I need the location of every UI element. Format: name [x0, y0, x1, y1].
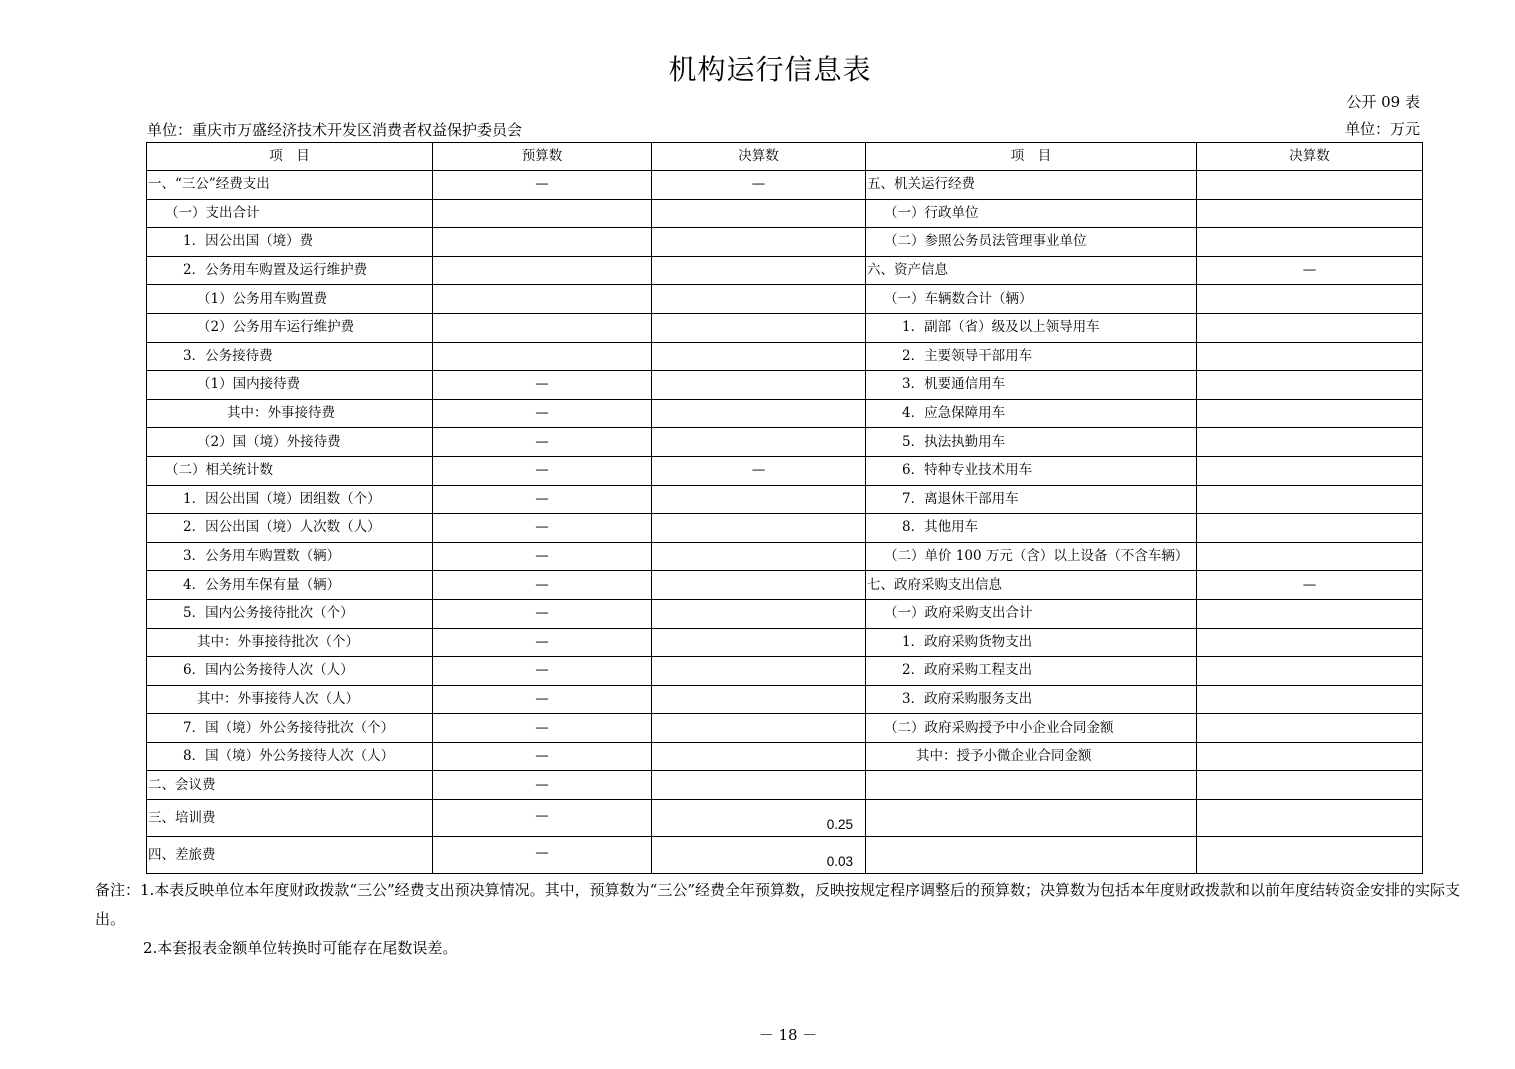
row-budget-value: — — [433, 628, 652, 657]
row-final-value: 0.03 — [652, 837, 866, 874]
row-budget-value: — — [433, 800, 652, 837]
row-final-right-value — [1197, 742, 1423, 771]
row-final-value — [652, 228, 866, 257]
row-item-right: 1．副部（省）级及以上领导用车 — [866, 313, 1197, 342]
row-budget-value: — — [433, 685, 652, 714]
row-final-right-value — [1197, 371, 1423, 400]
row-budget-value: — — [433, 571, 652, 600]
table-row — [147, 371, 1423, 400]
row-final-right-value — [1197, 837, 1423, 874]
row-final-value — [652, 571, 866, 600]
row-final-value — [652, 542, 866, 571]
table-row — [147, 313, 1423, 342]
row-item-left: 2．因公出国（境）人次数（人） — [147, 514, 433, 543]
row-item-right: 4．应急保障用车 — [866, 399, 1197, 428]
row-final-value — [652, 485, 866, 514]
row-item-left: （2）国（境）外接待费 — [147, 428, 433, 457]
row-final-value — [652, 685, 866, 714]
row-item-left: 一、“三公”经费支出 — [147, 171, 433, 200]
row-budget-value — [433, 228, 652, 257]
row-final-right-value — [1197, 456, 1423, 485]
row-budget-value: — — [433, 771, 652, 800]
row-final-value: 0.25 — [652, 800, 866, 837]
table-row — [147, 199, 1423, 228]
page-number: － 18 － — [758, 1026, 818, 1044]
institution-operation-table — [146, 142, 1423, 874]
row-final-right-value — [1197, 514, 1423, 543]
header-final-left: 决算数 — [652, 143, 866, 171]
row-item-right: （二）参照公务员法管理事业单位 — [866, 228, 1197, 257]
row-item-right: （一）行政单位 — [866, 199, 1197, 228]
row-final-right-value — [1197, 171, 1423, 200]
row-final-right-value — [1197, 228, 1423, 257]
row-final-right-value — [1197, 485, 1423, 514]
table-row — [147, 742, 1423, 771]
row-final-value — [652, 628, 866, 657]
row-budget-value: — — [433, 599, 652, 628]
row-item-right: 3．机要通信用车 — [866, 371, 1197, 400]
row-item-left: 其中：外事接待费 — [147, 399, 433, 428]
row-final-right-value — [1197, 714, 1423, 743]
row-item-right: 7．离退休干部用车 — [866, 485, 1197, 514]
row-item-left: 其中：外事接待批次（个） — [147, 628, 433, 657]
table-row — [147, 514, 1423, 543]
row-final-right-value: — — [1197, 256, 1423, 285]
row-final-right-value — [1197, 657, 1423, 686]
row-final-value — [652, 742, 866, 771]
row-final-right-value — [1197, 542, 1423, 571]
row-budget-value: — — [433, 399, 652, 428]
row-item-right: （二）政府采购授予中小企业合同金额 — [866, 714, 1197, 743]
table-row — [147, 771, 1423, 800]
row-item-right: 七、政府采购支出信息 — [866, 571, 1197, 600]
row-budget-value: — — [433, 742, 652, 771]
reporting-unit: 单位：重庆市万盛经济技术开发区消费者权益保护委员会 — [147, 121, 523, 139]
row-item-right: （二）单价 100 万元（含）以上设备（不含车辆） — [866, 542, 1197, 571]
row-item-left: 6．国内公务接待人次（人） — [147, 657, 433, 686]
row-final-value — [652, 599, 866, 628]
row-budget-value: — — [433, 171, 652, 200]
row-item-left: 4．公务用车保有量（辆） — [147, 571, 433, 600]
row-item-right: 2．政府采购工程支出 — [866, 657, 1197, 686]
row-item-right: （一）车辆数合计（辆） — [866, 285, 1197, 314]
table-row — [147, 285, 1423, 314]
table-row — [147, 399, 1423, 428]
row-final-value — [652, 428, 866, 457]
row-final-value — [652, 514, 866, 543]
row-item-right — [866, 771, 1197, 800]
row-budget-value: — — [433, 542, 652, 571]
row-budget-value: — — [433, 714, 652, 743]
row-item-left: （二）相关统计数 — [147, 456, 433, 485]
row-final-right-value — [1197, 313, 1423, 342]
table-row — [147, 685, 1423, 714]
row-final-right-value — [1197, 428, 1423, 457]
currency-unit: 单位：万元 — [1344, 120, 1420, 138]
row-final-value: — — [652, 456, 866, 485]
row-budget-value — [433, 285, 652, 314]
row-item-right: 其中：授予小微企业合同金额 — [866, 742, 1197, 771]
row-final-value — [652, 285, 866, 314]
row-final-value — [652, 657, 866, 686]
table-row — [147, 599, 1423, 628]
row-item-left: （1）国内接待费 — [147, 371, 433, 400]
row-item-left: 5．国内公务接待批次（个） — [147, 599, 433, 628]
row-final-value — [652, 399, 866, 428]
row-item-left: 7．国（境）外公务接待批次（个） — [147, 714, 433, 743]
row-item-left: 二、会议费 — [147, 771, 433, 800]
form-number: 公开 09 表 — [1346, 93, 1420, 111]
row-final-right-value — [1197, 199, 1423, 228]
row-item-right: 3．政府采购服务支出 — [866, 685, 1197, 714]
row-item-left: 2．公务用车购置及运行维护费 — [147, 256, 433, 285]
row-final-right-value — [1197, 285, 1423, 314]
row-item-left: （1）公务用车购置费 — [147, 285, 433, 314]
page-title: 机构运行信息表 — [668, 53, 872, 86]
table-row — [147, 800, 1423, 837]
row-final-right-value — [1197, 342, 1423, 371]
row-final-value — [652, 342, 866, 371]
table-row — [147, 171, 1423, 200]
row-item-left: 8．国（境）外公务接待人次（人） — [147, 742, 433, 771]
row-budget-value: — — [433, 371, 652, 400]
row-item-left: 三、培训费 — [147, 800, 433, 837]
table-row — [147, 837, 1423, 874]
row-final-value — [652, 199, 866, 228]
table-row — [147, 571, 1423, 600]
row-item-right: 六、资产信息 — [866, 256, 1197, 285]
row-item-left: 四、差旅费 — [147, 837, 433, 874]
table-header-row — [147, 143, 1423, 171]
row-budget-value: — — [433, 428, 652, 457]
note-line-1: 备注：1.本表反映单位本年度财政拨款“三公”经费支出预决算情况。其中，预算数为“三公”经费全年预算数，反映按规定程序调整后的预算数；决算数为包括本年度财政拨款和以前年度结转资金安排的实际支出。 — [95, 881, 1460, 928]
note-line-2: 2.本套报表金额单位转换时可能存在尾数误差。 — [143, 939, 458, 957]
row-budget-value — [433, 313, 652, 342]
table-row — [147, 628, 1423, 657]
row-final-right-value — [1197, 628, 1423, 657]
row-budget-value: — — [433, 456, 652, 485]
row-final-right-value — [1197, 399, 1423, 428]
row-item-right: （一）政府采购支出合计 — [866, 599, 1197, 628]
row-final-right-value — [1197, 771, 1423, 800]
row-final-value — [652, 771, 866, 800]
table-row — [147, 342, 1423, 371]
row-item-right: 2．主要领导干部用车 — [866, 342, 1197, 371]
header-item-right: 项 目 — [866, 143, 1197, 171]
table-row — [147, 657, 1423, 686]
table-row — [147, 428, 1423, 457]
row-budget-value — [433, 256, 652, 285]
row-item-right: 1．政府采购货物支出 — [866, 628, 1197, 657]
table-row — [147, 542, 1423, 571]
row-item-right: 8．其他用车 — [866, 514, 1197, 543]
row-item-left: （一）支出合计 — [147, 199, 433, 228]
row-budget-value: — — [433, 514, 652, 543]
row-item-right — [866, 800, 1197, 837]
header-item-left: 项 目 — [147, 143, 433, 171]
row-final-right-value — [1197, 800, 1423, 837]
row-item-left: （2）公务用车运行维护费 — [147, 313, 433, 342]
table-row — [147, 456, 1423, 485]
notes — [95, 876, 1485, 963]
row-item-left: 3．公务用车购置数（辆） — [147, 542, 433, 571]
row-item-right — [866, 837, 1197, 874]
row-final-value: — — [652, 171, 866, 200]
row-budget-value — [433, 199, 652, 228]
row-final-value — [652, 256, 866, 285]
table-row — [147, 256, 1423, 285]
row-item-left: 其中：外事接待人次（人） — [147, 685, 433, 714]
row-final-value — [652, 313, 866, 342]
row-budget-value: — — [433, 485, 652, 514]
row-budget-value: — — [433, 657, 652, 686]
row-final-value — [652, 714, 866, 743]
row-final-value — [652, 371, 866, 400]
row-item-left: 3．公务接待费 — [147, 342, 433, 371]
table-row — [147, 485, 1423, 514]
row-item-right: 5．执法执勤用车 — [866, 428, 1197, 457]
row-final-right-value — [1197, 685, 1423, 714]
row-item-right: 6．特种专业技术用车 — [866, 456, 1197, 485]
header-final-right: 决算数 — [1197, 143, 1423, 171]
row-item-left: 1．因公出国（境）团组数（个） — [147, 485, 433, 514]
row-final-right-value: — — [1197, 571, 1423, 600]
row-final-right-value — [1197, 599, 1423, 628]
row-budget-value: — — [433, 837, 652, 874]
row-item-left: 1．因公出国（境）费 — [147, 228, 433, 257]
header-budget: 预算数 — [433, 143, 652, 171]
row-budget-value — [433, 342, 652, 371]
table-row — [147, 228, 1423, 257]
row-item-right: 五、机关运行经费 — [866, 171, 1197, 200]
table-row — [147, 714, 1423, 743]
